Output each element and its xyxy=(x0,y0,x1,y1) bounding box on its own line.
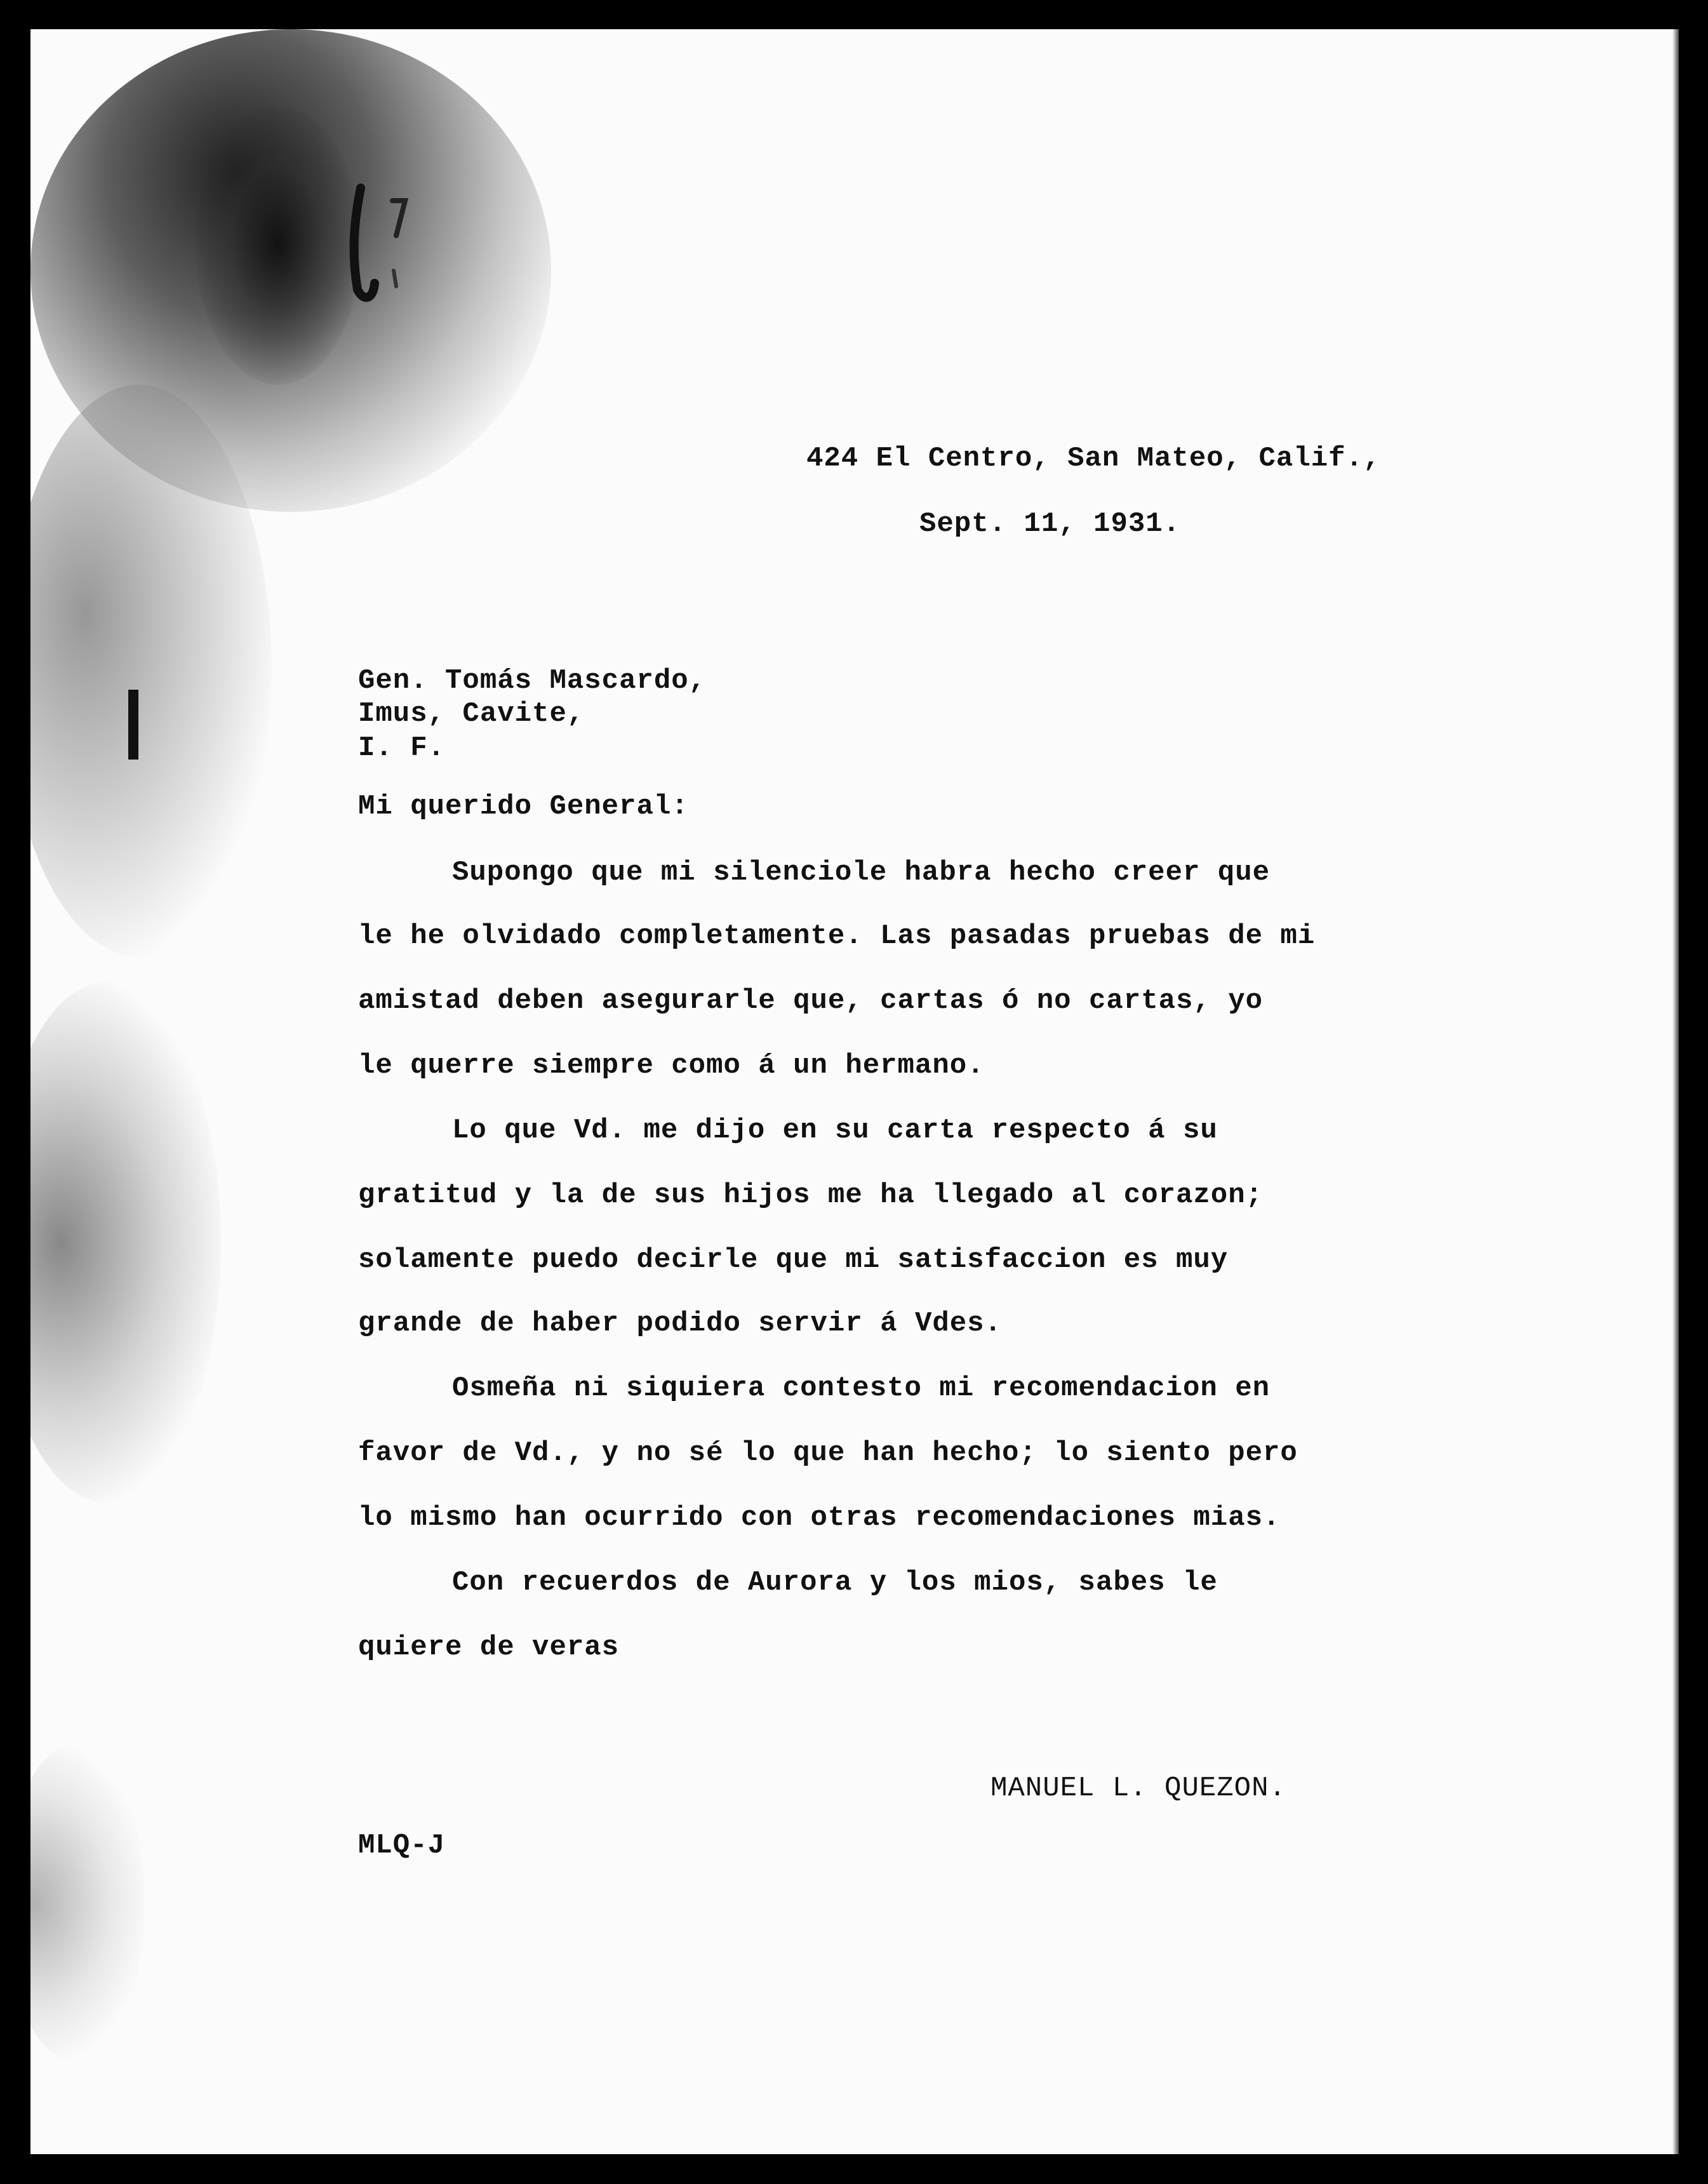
body-line: Osmeña ni siquiera contesto mi recomendacion en xyxy=(452,1372,1271,1404)
body-line: Lo que Vd. me dijo en su carta respecto á su xyxy=(452,1115,1218,1146)
body-line: le querre siempre como á un hermano. xyxy=(358,1050,985,1082)
page-edge-shadow xyxy=(1672,29,1679,2154)
body-line: gratitud y la de sus hijos me ha llegado al corazon; xyxy=(358,1179,1264,1211)
typist-initials: MLQ-J xyxy=(358,1830,446,1861)
handwritten-mark xyxy=(335,175,437,315)
stain-left-middle xyxy=(30,982,221,1503)
body-line: lo mismo han ocurrido con otras recomendaciones mias. xyxy=(358,1502,1281,1534)
recipient-city: Imus, Cavite, xyxy=(358,698,585,730)
margin-bar-mark xyxy=(128,690,138,760)
signature: MANUEL L. QUEZON. xyxy=(991,1772,1286,1804)
body-line: favor de Vd., y no sé lo que han hecho; lo siento pero xyxy=(358,1437,1298,1469)
stain-left-lower xyxy=(30,1744,145,2061)
body-line: Supongo que mi silenciole habra hecho creer que xyxy=(452,857,1271,888)
recipient-name: Gen. Tomás Mascardo, xyxy=(358,665,707,697)
body-line: le he olvidado completamente. Las pasadas pruebas de mi xyxy=(358,920,1316,952)
body-line: quiere de veras xyxy=(358,1631,620,1663)
letter-date: Sept. 11, 1931. xyxy=(919,508,1181,540)
body-line: solamente puedo decirle que mi satisfaccion es muy xyxy=(358,1244,1229,1276)
recipient-country: I. F. xyxy=(358,732,446,764)
body-line: amistad deben asegurarle que, cartas ó no cartas, yo xyxy=(358,985,1264,1017)
sender-address: 424 El Centro, San Mateo, Calif., xyxy=(806,443,1381,474)
margin-note xyxy=(348,194,350,195)
salutation: Mi querido General: xyxy=(358,791,689,822)
body-line: grande de haber podido servir á Vdes. xyxy=(358,1308,1002,1339)
body-line: Con recuerdos de Aurora y los mios, sabes le xyxy=(452,1567,1218,1598)
letter-page xyxy=(30,29,1679,2154)
